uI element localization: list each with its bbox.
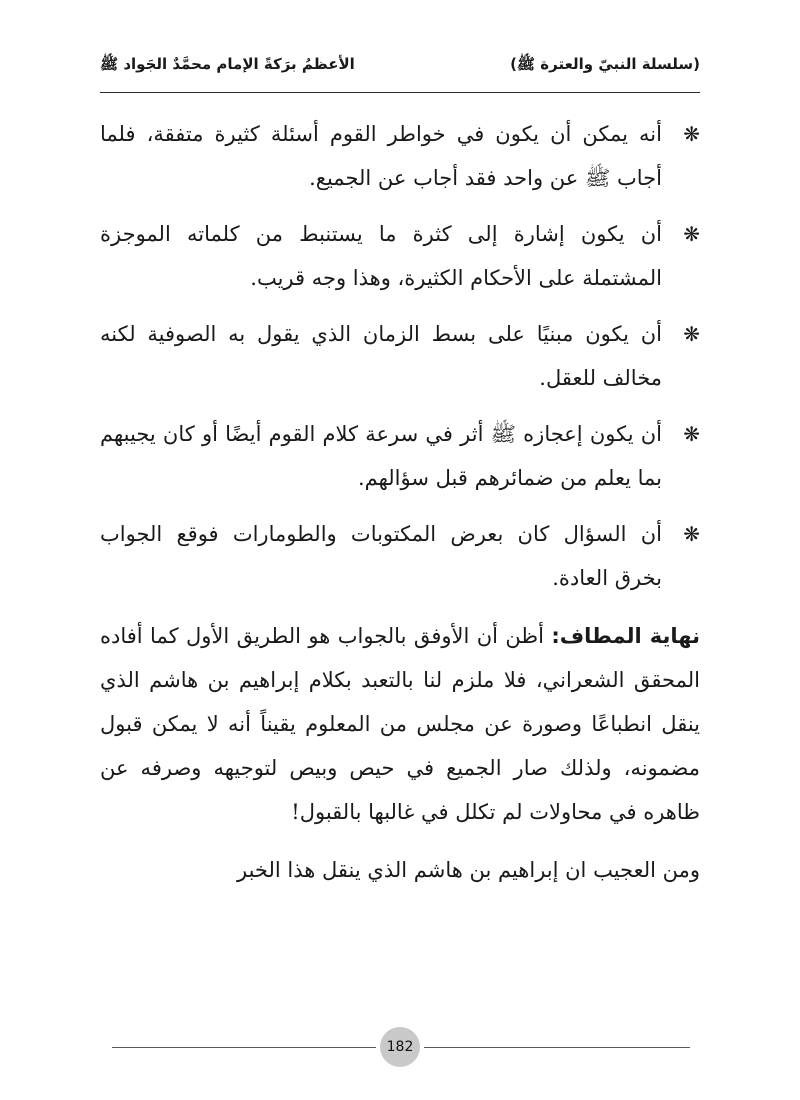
conclusion-label: نهاية المطاف: bbox=[551, 624, 700, 648]
bullet-text: أن يكون إعجازه ﷺ أثر في سرعة كلام القوم أيضًا أو كان يجيبهم بما يعلم من ضمائرهم قبل سؤالهم. bbox=[100, 422, 662, 490]
bullet-star-icon: ❋ bbox=[683, 122, 700, 146]
conclusion-text: أظن أن الأوفق بالجواب هو الطريق الأول كما أفاده المحقق الشعراني، فلا ملزم لنا بالتعبد بكلام إبراهيم بن هاشم الذي ينقل انطباعًا وصورة عن مجلس من المعلوم يقيناً أنه لا يمكن قبول مضمونه، ولذلك صار الجميع في حيص وبيص لتوجيهه وصرفه عن ظاهره في محاولات لم تكلل في غالبها بالقبول! bbox=[100, 624, 700, 824]
bullet-star-icon: ❋ bbox=[683, 222, 700, 246]
bullet-text: أن السؤال كان بعرض المكتوبات والطومارات فوقع الجواب بخرق العادة. bbox=[100, 522, 662, 590]
bullet-item bbox=[100, 312, 700, 400]
page-number-badge bbox=[380, 1027, 420, 1067]
bullet-item bbox=[100, 512, 700, 600]
bullet-star-icon: ❋ bbox=[683, 522, 700, 546]
footer-rule-right bbox=[424, 1047, 690, 1048]
bullet-text: أن يكون مبنيًا على بسط الزمان الذي يقول به الصوفية لكنه مخالف للعقل. bbox=[100, 322, 662, 390]
conclusion-paragraph bbox=[100, 614, 700, 834]
series-title: (سلسلة النبيّ والعترة ﷺ) bbox=[510, 55, 700, 73]
bullet-text: أن يكون إشارة إلى كثرة ما يستنبط من كلماته الموجزة المشتملة على الأحكام الكثيرة، وهذا وجه قريب. bbox=[100, 222, 662, 290]
page-number: 182 bbox=[386, 1039, 414, 1055]
book-title: الأعظمُ برَكةً الإمام محمَّدٌ الجَواد ﷺ bbox=[100, 55, 355, 73]
bullet-text: أنه يمكن أن يكون في خواطر القوم أسئلة كثيرة متفقة، فلما أجاب ﷺ عن واحد فقد أجاب عن الجميع. bbox=[100, 122, 662, 190]
bullet-item bbox=[100, 412, 700, 500]
bullet-star-icon: ❋ bbox=[683, 322, 700, 346]
page-body bbox=[100, 112, 700, 904]
bullet-star-icon: ❋ bbox=[683, 422, 700, 446]
continuation-text: ومن العجيب ان إبراهيم بن هاشم الذي ينقل هذا الخبر bbox=[237, 858, 700, 882]
running-header bbox=[100, 40, 700, 93]
bullet-item bbox=[100, 212, 700, 300]
continuation-paragraph bbox=[100, 848, 700, 892]
bullet-item bbox=[100, 112, 700, 200]
footer-rule-left bbox=[112, 1047, 376, 1048]
